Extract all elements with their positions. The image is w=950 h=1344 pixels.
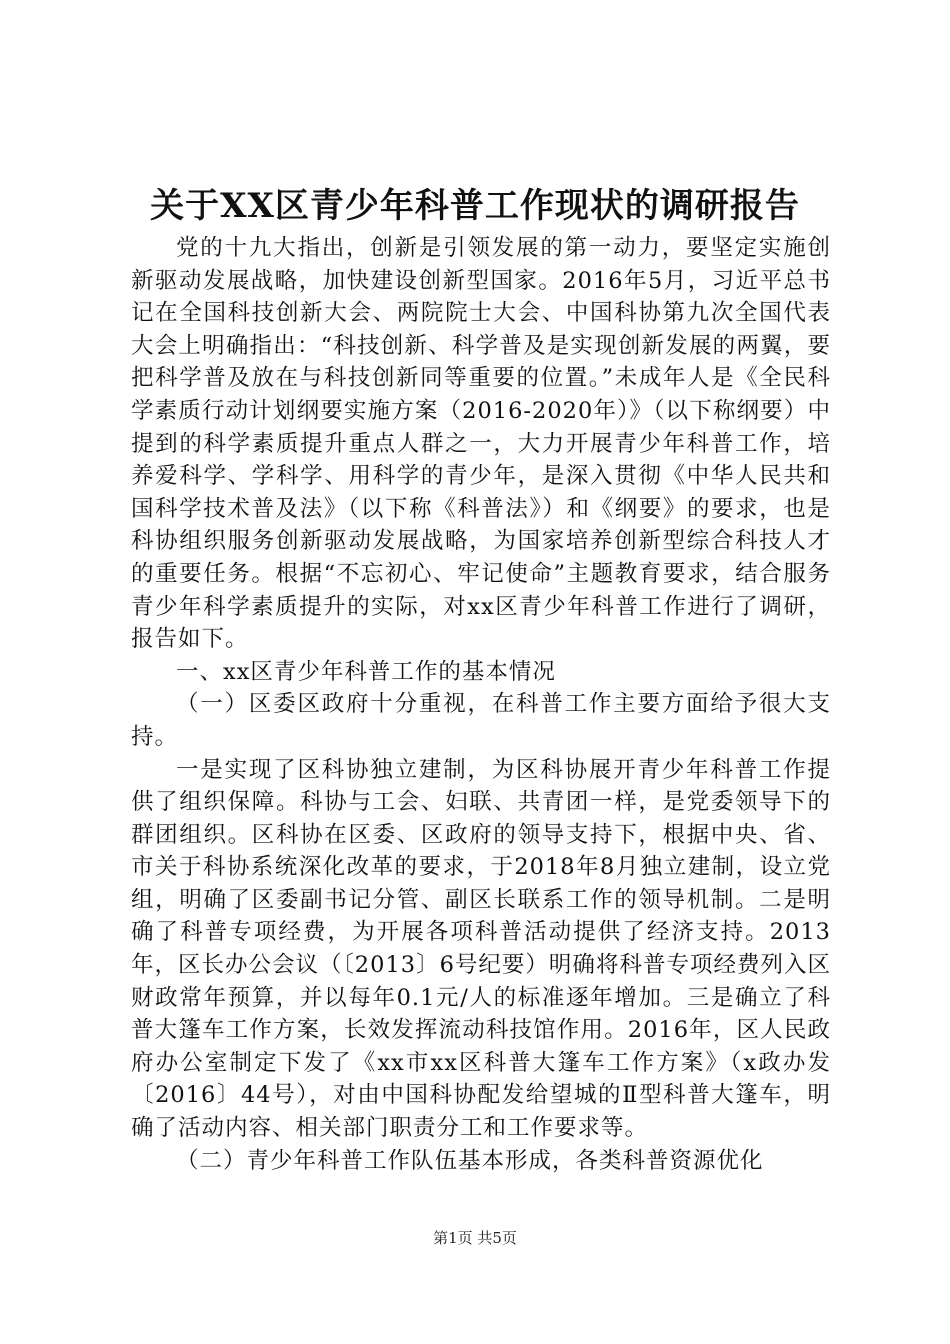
paragraph-intro: 党的十九大指出，创新是引领发展的第一动力，要坚定实施创新驱动发展战略，加快建设创新型国家。2016年5月，习近平总书记在全国科技创新大会、两院院士大会、中国科协第九次全国代表大会上明确指出：“科技创新、科学普及是实现创新发展的两翼，要把科学普及放在与科技创新同等重要的位置。”未成年人是《全民科学素质行动计划纲要实施方案（2016-2020年）》（以下称纲要）中提到的科学素质提升重点人群之一，大力开展青少年科普工作，培养爱科学、学科学、用科学的青少年，是深入贯彻《中华人民共和国科学技术普及法》（以下称《科普法》）和《纲要》的要求，也是科协组织服务创新驱动发展战略，为国家培养创新型综合科技人才的重要任务。根据“不忘初心、牢记使命”主题教育要求，结合服务青少年科学素质提升的实际，对xx区青少年科普工作进行了调研，报告如下。 [131,235,831,653]
subsection-heading-1: （一）区委区政府十分重视，在科普工作主要方面给予很大支持。 [131,691,831,750]
page-footer: 第1页 共5页 [433,1229,517,1247]
document-title: 关于XX区青少年科普工作现状的调研报告 [150,186,800,226]
document-body [131,232,831,1177]
subsection-heading-2: （二）青少年科普工作队伍基本形成，各类科普资源优化 [176,1147,764,1174]
section-heading-1: 一、xx区青少年科普工作的基本情况 [176,658,556,685]
paragraph-body-1: 一是实现了区科协独立建制，为区科协展开青少年科普工作提供了组织保障。科协与工会、妇联、共青团一样，是党委领导下的群团组织。区科协在区委、区政府的领导支持下，根据中央、省、市关于科协系统深化改革的要求，于2018年8月独立建制，设立党组，明确了区委副书记分管、副区长联系工作的领导机制。二是明确了科普专项经费，为开展各项科普活动提供了经济支持。2013年，区长办公会议（〔2013〕6号纪要）明确将科普专项经费列入区财政常年预算，并以每年0.1元/人的标准逐年增加。三是确立了科普大篷车工作方案，长效发挥流动科技馆作用。2016年，区人民政府办公室制定下发了《xx市xx区科普大篷车工作方案》（x政办发〔2016〕44号），对由中国科协配发给望城的Ⅱ型科普大篷车，明确了活动内容、相关部门职责分工和工作要求等。 [131,756,831,1142]
